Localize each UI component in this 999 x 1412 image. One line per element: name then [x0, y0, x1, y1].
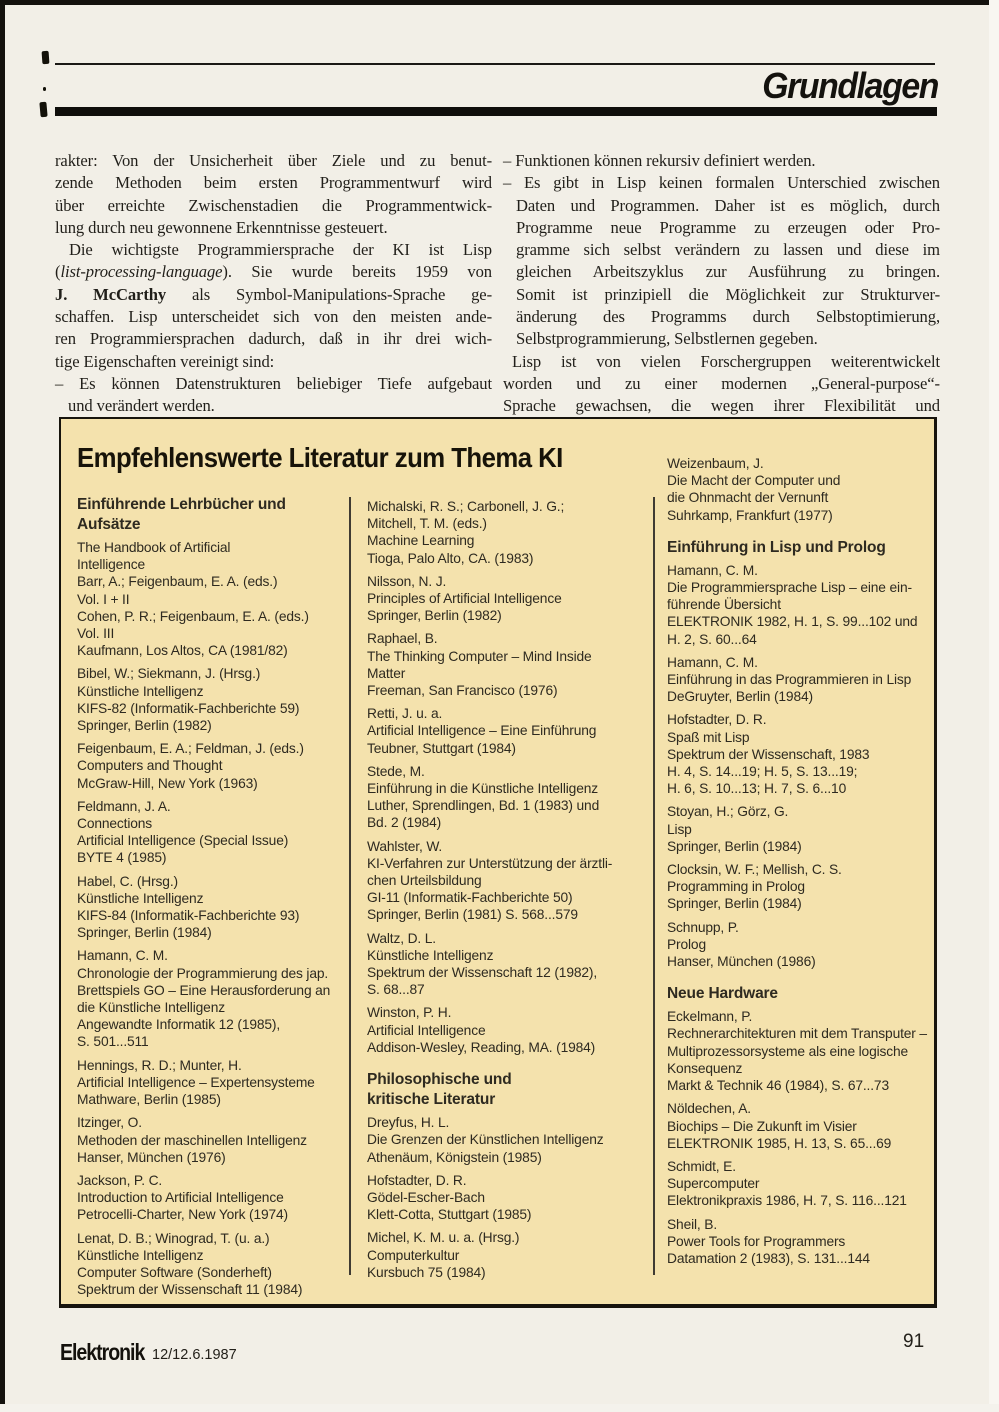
issue-date: 12/12.6.1987	[152, 1347, 237, 1363]
literature-entry	[367, 705, 639, 757]
entry-line: Computers and Thought	[77, 758, 223, 774]
entry-line: Stoyan, H.; Görz, G.	[667, 804, 789, 820]
print-artifact	[43, 87, 46, 91]
text: ). Sie wurde bereits 1959 von	[222, 262, 492, 282]
entry-line: Einführung in das Programmieren in Lisp	[667, 672, 912, 688]
literature-entry	[667, 919, 941, 971]
entry-line: Artificial Intelligence – Expertensysteme	[77, 1074, 315, 1090]
entry-line: Künstliche Intelligenz	[77, 890, 204, 906]
literature-section-heading	[667, 538, 941, 558]
entry-line: KIFS-84 (Informatik-Fachberichte 93)	[77, 908, 300, 924]
entry-line: Intelligence	[77, 557, 145, 573]
entry-line: Barr, A.; Feigenbaum, E. A. (eds.)	[77, 574, 278, 590]
literature-entry	[367, 1004, 639, 1056]
article-text-line	[55, 150, 492, 172]
entry-line: Kursbuch 75 (1984)	[367, 1264, 486, 1280]
article-text-line	[503, 150, 940, 172]
text: – Es gibt in Lisp keinen formalen Unterschied zwischen	[503, 173, 940, 193]
text: Daten und Programmen. Daher ist es möglich, durch	[516, 195, 940, 215]
literature-section-heading	[367, 1070, 639, 1110]
text: Die wichtigste Programmiersprache der KI ist Lisp	[69, 240, 492, 260]
entry-line: Petrocelli-Charter, New York (1974)	[77, 1207, 288, 1223]
literature-entry	[77, 1230, 343, 1299]
entry-line: Methoden der maschinellen Intelligenz	[77, 1132, 307, 1148]
entry-line: Vol. I + II	[77, 591, 130, 607]
entry-line: Spektrum der Wissenschaft 12 (1982),	[367, 965, 598, 981]
literature-entry	[367, 930, 639, 999]
entry-line: Spektrum der Wissenschaft, 1983	[667, 746, 870, 762]
entry-line: KI-Verfahren zur Unterstützung der ärztli-	[367, 855, 613, 871]
heading-line: Einführende Lehrbücher und	[77, 496, 286, 513]
text: Programme neue Programme zu erzeugen oder Pro-	[516, 217, 940, 237]
article-text-line	[503, 351, 940, 373]
page-number: 91	[903, 1331, 925, 1352]
literature-entry	[367, 498, 639, 567]
entry-line: Supercomputer	[667, 1176, 760, 1192]
entry-line: Vol. III	[77, 626, 115, 642]
literature-entry	[667, 1158, 941, 1210]
entry-line: Freeman, San Francisco (1976)	[367, 683, 558, 699]
entry-line: Programming in Prolog	[667, 879, 805, 895]
entry-line: Die Grenzen der Künstlichen Intelligenz	[367, 1132, 604, 1148]
entry-line: McGraw-Hill, New York (1963)	[77, 775, 258, 791]
article-text-line	[55, 373, 492, 395]
text: – Funktionen können rekursiv definiert werden.	[503, 151, 816, 170]
literature-entry	[77, 1114, 343, 1166]
entry-line: Michel, K. M. u. a. (Hrsg.)	[367, 1230, 520, 1246]
literature-entry	[367, 630, 639, 699]
literature-column-3	[667, 455, 941, 1273]
literature-entry	[367, 838, 639, 924]
entry-line: Lisp	[667, 821, 692, 837]
entry-line: Feigenbaum, E. A.; Feldman, J. (eds.)	[77, 741, 304, 757]
literature-box	[59, 417, 937, 1308]
scan-edge-top	[0, 0, 999, 5]
text: Lisp ist von vielen Forschergruppen weiterentwickelt	[512, 351, 940, 371]
article-text-line	[503, 284, 940, 306]
entry-line: Hennings, R. D.; Munter, H.	[77, 1057, 242, 1073]
entry-line: Kaufmann, Los Altos, CA (1981/82)	[77, 643, 288, 659]
article-left-column	[55, 150, 492, 418]
heading-line: Neue Hardware	[667, 985, 778, 1003]
entry-line: H. 6, S. 10...13; H. 7, S. 6...10	[667, 781, 847, 797]
entry-line: Rechnerarchitekturen mit dem Transputer –	[667, 1026, 927, 1042]
entry-line: Sheil, B.	[667, 1216, 718, 1232]
literature-entry	[77, 873, 343, 942]
text: und verändert werden.	[68, 396, 215, 416]
heading-line: kritische Literatur	[367, 1091, 496, 1109]
literature-entry	[77, 798, 343, 867]
entry-line: Angewandte Informatik 12 (1985),	[77, 1017, 281, 1033]
entry-line: Bibel, W.; Siekmann, J. (Hrsg.)	[77, 666, 261, 682]
entry-line: Eckelmann, P.	[667, 1009, 753, 1025]
entry-line: Mathware, Berlin (1985)	[77, 1092, 221, 1108]
bold-text: J. McCarthy	[55, 284, 167, 304]
literature-entry	[367, 763, 639, 832]
entry-line: Principles of Artificial Intelligence	[367, 591, 562, 607]
entry-line: Hofstadter, D. R.	[667, 712, 767, 728]
literature-entry	[77, 1057, 343, 1109]
italic-text: list-processing-language	[60, 262, 223, 282]
literature-entry	[667, 455, 941, 524]
entry-line: Weizenbaum, J.	[667, 456, 764, 471]
article-text-line	[503, 328, 940, 350]
entry-line: Raphael, B.	[367, 631, 438, 647]
text: änderung des Programms durch Selbstoptimierung,	[516, 307, 940, 327]
literature-column-1	[77, 495, 343, 1304]
entry-line: Biochips – Die Zukunft im Visier	[667, 1118, 857, 1134]
text: (	[55, 262, 61, 282]
entry-line: KIFS-82 (Informatik-Fachberichte 59)	[77, 700, 300, 716]
article-text-line	[55, 306, 492, 328]
entry-line: The Thinking Computer – Mind Inside	[367, 648, 592, 664]
entry-line: Wahlster, W.	[367, 838, 443, 854]
literature-entry	[667, 1100, 941, 1152]
literature-entry	[367, 1172, 639, 1224]
literature-entry	[667, 654, 941, 706]
entry-line: Brettspiels GO – Eine Herausforderung an	[77, 982, 331, 998]
entry-line: Tioga, Palo Alto, CA. (1983)	[367, 550, 534, 566]
text: ren Programmiersprachen dadurch, daß in ihr drei wich-	[55, 329, 492, 349]
entry-line: GI-11 (Informatik-Fachberichte 50)	[367, 890, 573, 906]
section-title: Grundlagen	[762, 65, 938, 106]
entry-line: Athenäum, Königstein (1985)	[367, 1149, 542, 1165]
entry-line: Hanser, München (1976)	[77, 1149, 226, 1165]
article-text-line	[55, 261, 492, 283]
article-text-line	[55, 284, 492, 306]
entry-line: Bd. 2 (1984)	[367, 815, 442, 831]
entry-line: BYTE 4 (1985)	[77, 850, 167, 866]
entry-line: Luther, Sprendlingen, Bd. 1 (1983) und	[367, 798, 600, 814]
literature-entry	[667, 861, 941, 913]
text: über erreichte Zwischenstadien die Programmentwick-	[55, 195, 492, 215]
entry-line: Datamation 2 (1983), S. 131...144	[667, 1250, 870, 1266]
article-text-line	[55, 395, 492, 417]
entry-line: Klett-Cotta, Stuttgart (1985)	[367, 1207, 532, 1223]
entry-line: Künstliche Intelligenz	[77, 683, 204, 699]
entry-line: Springer, Berlin (1984)	[667, 838, 802, 854]
literature-section-heading	[77, 495, 343, 535]
entry-line: Power Tools for Programmers	[667, 1233, 846, 1249]
literature-box-title: Empfehlenswerte Literatur zum Thema KI	[77, 442, 563, 473]
entry-line: Waltz, D. L.	[367, 930, 436, 946]
entry-line: Matter	[367, 665, 406, 681]
literature-entry	[77, 665, 343, 734]
text: lung durch neu gewonnene Erkenntnisse gesteuert.	[55, 217, 388, 237]
entry-line: Stede, M.	[367, 763, 425, 779]
scan-edge-left	[0, 0, 5, 1412]
entry-line: Artificial Intelligence – Eine Einführung	[367, 723, 597, 739]
article-text-line	[55, 217, 492, 239]
entry-line: Künstliche Intelligenz	[367, 947, 494, 963]
entry-line: Prolog	[667, 936, 706, 952]
text: schaffen. Lisp unterscheidet sich von den meisten ande-	[55, 307, 492, 327]
entry-line: Hofstadter, D. R.	[367, 1172, 467, 1188]
entry-line: Schmidt, E.	[667, 1158, 736, 1174]
entry-line: Artificial Intelligence (Special Issue)	[77, 833, 289, 849]
entry-line: Chronologie der Programmierung des jap.	[77, 965, 329, 981]
article-text-line	[503, 373, 940, 395]
entry-line: Hanser, München (1986)	[667, 954, 816, 970]
entry-line: Markt & Technik 46 (1984), S. 67...73	[667, 1078, 889, 1094]
entry-line: H. 4, S. 14...19; H. 5, S. 13...19;	[667, 764, 858, 780]
header-thick-rule	[55, 107, 937, 116]
scan-edge-bottom	[0, 1404, 999, 1412]
entry-line: Artificial Intelligence	[367, 1022, 486, 1038]
entry-line: Computer Software (Sonderheft)	[77, 1264, 272, 1280]
article-text-line	[55, 172, 492, 194]
text: Sprache gewachsen, die wegen ihrer Flexibilität und	[503, 396, 940, 416]
literature-entry	[667, 1216, 941, 1268]
column-divider	[653, 497, 655, 1275]
literature-entry	[667, 711, 941, 797]
entry-line: Feldmann, J. A.	[77, 798, 171, 814]
entry-line: Jackson, P. C.	[77, 1172, 163, 1188]
entry-line: Elektronikpraxis 1986, H. 7, S. 116...121	[667, 1193, 907, 1209]
text: worden und zu einer modernen „General-purpose“-	[503, 373, 940, 393]
literature-entry	[77, 947, 343, 1050]
literature-entry	[77, 1172, 343, 1224]
print-artifact	[42, 51, 50, 64]
entry-line: Spektrum der Wissenschaft 11 (1984)	[77, 1282, 303, 1298]
entry-line: die Künstliche Intelligenz	[77, 1000, 225, 1016]
entry-line: Lenat, D. B.; Winograd, T. (u. a.)	[77, 1230, 270, 1246]
article-text-line	[55, 328, 492, 350]
literature-entry	[367, 573, 639, 625]
entry-line: Nöldechen, A.	[667, 1101, 751, 1117]
article-text-line	[503, 239, 940, 261]
entry-line: Cohen, P. R.; Feigenbaum, E. A. (eds.)	[77, 608, 309, 624]
entry-line: Teubner, Stuttgart (1984)	[367, 740, 516, 756]
literature-entry	[367, 1229, 639, 1281]
entry-line: Connections	[77, 816, 153, 832]
entry-line: H. 2, S. 60...64	[667, 631, 757, 647]
entry-line: Schnupp, P.	[667, 919, 739, 935]
entry-line: Gödel-Escher-Bach	[367, 1189, 485, 1205]
scan-edge-right	[989, 0, 999, 1412]
literature-entry	[667, 803, 941, 855]
entry-line: Springer, Berlin (1984)	[77, 925, 212, 941]
literature-entry	[77, 740, 343, 792]
entry-line: die Ohnmacht der Vernunft	[667, 490, 829, 506]
column-divider	[349, 497, 351, 1275]
article-text-line	[55, 351, 492, 373]
article-text-line	[503, 195, 940, 217]
entry-line: Habel, C. (Hrsg.)	[77, 873, 178, 889]
entry-line: Springer, Berlin (1982)	[367, 608, 502, 624]
heading-line: Einführung in Lisp und Prolog	[667, 538, 886, 556]
entry-line: Introduction to Artificial Intelligence	[77, 1190, 284, 1206]
entry-line: Einführung in die Künstliche Intelligenz	[367, 781, 598, 797]
entry-line: führende Übersicht	[667, 597, 781, 613]
entry-line: Winston, P. H.	[367, 1005, 452, 1021]
print-artifact	[39, 102, 47, 118]
entry-line: Konsequenz	[667, 1060, 743, 1076]
entry-line: Nilsson, N. J.	[367, 573, 447, 589]
entry-line: ELEKTRONIK 1985, H. 13, S. 65...69	[667, 1135, 892, 1151]
article-text-line	[503, 217, 940, 239]
magazine-logo: Elektronik	[60, 1339, 145, 1365]
entry-line: Die Macht der Computer und	[667, 473, 841, 489]
entry-line: Spaß mit Lisp	[667, 729, 750, 745]
entry-line: Michalski, R. S.; Carbonell, J. G.;	[367, 499, 565, 514]
literature-entry	[367, 1114, 639, 1166]
text: Selbstprogrammierung, Selbstlernen gegeben.	[516, 329, 818, 349]
entry-line: Springer, Berlin (1984)	[667, 896, 802, 912]
text: gleichen Arbeitszyklus zur Ausführung zu bringen.	[516, 262, 940, 282]
entry-line: Hamann, C. M.	[77, 948, 168, 964]
article-text-line	[503, 306, 940, 328]
entry-line: S. 68...87	[367, 982, 425, 998]
entry-line: Mitchell, T. M. (eds.)	[367, 516, 487, 532]
literature-column-2	[367, 498, 639, 1287]
entry-line: Suhrkamp, Frankfurt (1977)	[667, 507, 833, 523]
entry-line: Springer, Berlin (1981) S. 568...579	[367, 907, 578, 923]
text: rakter: Von der Unsicherheit über Ziele und zu benut-	[55, 151, 492, 170]
entry-line: Künstliche Intelligenz	[77, 1247, 204, 1263]
text: zende Methoden beim ersten Programmentwurf wird	[55, 173, 492, 193]
literature-entry	[77, 539, 343, 659]
entry-line: DeGruyter, Berlin (1984)	[667, 689, 813, 705]
text: Somit ist prinzipiell die Möglichkeit zur Strukturver-	[516, 284, 940, 304]
article-text-line	[503, 395, 940, 417]
entry-line: Hamann, C. M.	[667, 654, 758, 670]
entry-line: Multiprozessorsysteme als eine logische	[667, 1043, 909, 1059]
entry-line: The Handbook of Artificial	[77, 540, 231, 555]
literature-section-heading	[667, 984, 941, 1004]
entry-line: Die Programmiersprache Lisp – eine ein-	[667, 580, 912, 596]
text: gramme sich selbst verändern zu lassen und diese im	[516, 240, 940, 260]
entry-line: Computerkultur	[367, 1247, 460, 1263]
article-text-line	[55, 195, 492, 217]
entry-line: Retti, J. u. a.	[367, 706, 443, 722]
entry-line: Hamann, C. M.	[667, 562, 758, 578]
text: tige Eigenschaften vereinigt sind:	[55, 351, 275, 371]
entry-line: S. 501...511	[77, 1034, 149, 1050]
entry-line: Addison-Wesley, Reading, MA. (1984)	[367, 1039, 596, 1055]
article-text-line	[55, 239, 492, 261]
heading-line: Philosophische und	[367, 1071, 512, 1089]
entry-line: Machine Learning	[367, 533, 475, 549]
entry-line: Dreyfus, H. L.	[367, 1115, 450, 1131]
article-right-column	[503, 150, 940, 418]
text: als Symbol-Manipulations-Sprache ge-	[166, 284, 492, 304]
entry-line: chen Urteilsbildung	[367, 873, 482, 889]
entry-line: Springer, Berlin (1982)	[77, 718, 212, 734]
entry-line: Clocksin, W. F.; Mellish, C. S.	[667, 862, 842, 878]
literature-entry	[667, 1008, 941, 1094]
article-text-line	[503, 172, 940, 194]
heading-line: Aufsätze	[77, 516, 141, 533]
entry-line: Itzinger, O.	[77, 1115, 142, 1131]
literature-entry	[667, 562, 941, 648]
article-text-line	[503, 261, 940, 283]
entry-line: ELEKTRONIK 1982, H. 1, S. 99...102 und	[667, 614, 918, 630]
text: – Es können Datenstrukturen beliebiger Tiefe aufgebaut	[55, 373, 492, 393]
